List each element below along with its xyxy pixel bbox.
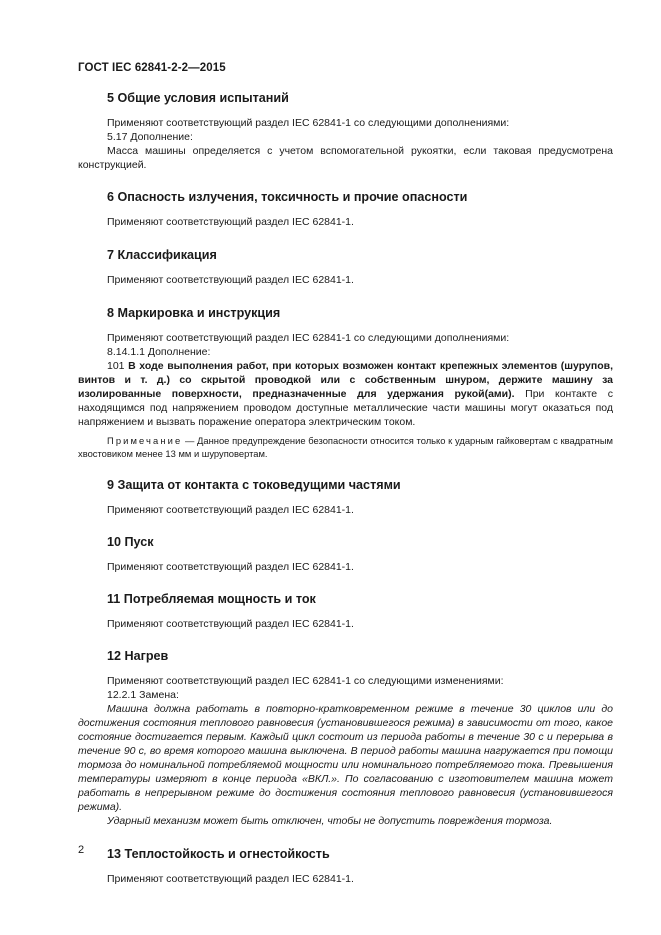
paragraph: Применяют соответствующий раздел IEC 62841-1. xyxy=(107,504,354,516)
section-title: 5 Общие условия испытаний xyxy=(107,91,289,105)
section-6 xyxy=(78,189,613,229)
note-label: Примечание xyxy=(107,435,183,446)
section-title: 10 Пуск xyxy=(107,535,154,549)
section-5 xyxy=(78,90,613,172)
paragraph: Масса машины определяется с учетом вспомогательной рукоятки, если таковая предусмотрена конструкцией. xyxy=(78,145,613,171)
paragraph: Применяют соответствующий раздел IEC 62841-1 со следующими дополнениями: xyxy=(107,117,510,129)
italic-paragraph: Машина должна работать в повторно-кратковременном режиме в течение 30 циклов или до достижения состояния теплового равновесия (установившегося режима) в зависимости от того, какое состояние достигается первым. Каждый цикл состоит из периода работы в течение 30 с и перерыва в течение 90 с, во время которого машина выключена. В период работы машина нагружается при помощи тормоза до номинальной потребляемой мощности или номинального потребляемого тока. Превышения температуры измеряют в конце периода «ВКЛ.». По согласованию с изготовителем машина может работать в непрерывном режиме до достижения состояния теплового равновесия (установившегося режима). xyxy=(78,703,613,813)
section-title: 13 Теплостойкость и огнестойкость xyxy=(107,847,330,861)
section-title: 8 Маркировка и инструкция xyxy=(107,306,281,320)
paragraph: Применяют соответствующий раздел IEC 62841-1. xyxy=(107,873,354,885)
section-10 xyxy=(78,534,613,574)
document-header: ГОСТ IEC 62841-2-2—2015 xyxy=(78,62,226,74)
section-11 xyxy=(78,591,613,631)
note xyxy=(78,434,613,460)
paragraph: Применяют соответствующий раздел IEC 62841-1. xyxy=(107,618,354,630)
paragraph: 12.2.1 Замена: xyxy=(107,689,179,701)
section-13 xyxy=(78,846,613,886)
warning-bold-text: В ходе выполнения работ, при которых возможен контакт крепежных элементов (шурупов, винтов и т. д.) со скрытой проводкой или с собственным шнуром, держите машину за изолированные поверхности, предназначенные для удержания рукой(ами). xyxy=(78,360,613,400)
warning-text: При контакте с находящимся под напряжением проводом доступные металлические части машины могут оказаться под напряжением и вызвать поражение оператора электрическим током. xyxy=(78,388,613,428)
warning-paragraph xyxy=(78,359,613,429)
italic-paragraph: Ударный механизм может быть отключен, чтобы не допустить повреждения тормоза. xyxy=(107,815,553,827)
note-text: — Данное предупреждение безопасности относится только к ударным гайковертам с квадратным хвостовиком менее 13 мм и шуруповертам. xyxy=(78,435,613,459)
section-12 xyxy=(78,648,613,828)
section-8 xyxy=(78,305,613,460)
paragraph: Применяют соответствующий раздел IEC 62841-1 со следующими дополнениями: xyxy=(107,332,510,344)
item-number: 101 xyxy=(107,360,129,372)
paragraph: 5.17 Дополнение: xyxy=(107,131,193,143)
section-title: 12 Нагрев xyxy=(107,649,169,663)
section-title: 9 Защита от контакта с токоведущими частями xyxy=(107,478,401,492)
section-9 xyxy=(78,477,613,517)
paragraph: Применяют соответствующий раздел IEC 62841-1. xyxy=(107,274,354,286)
page-number: 2 xyxy=(78,844,85,856)
section-title: 7 Классификация xyxy=(107,248,217,262)
paragraph: 8.14.1.1 Дополнение: xyxy=(107,346,211,358)
section-title: 11 Потребляемая мощность и ток xyxy=(107,592,316,606)
paragraph: Применяют соответствующий раздел IEC 62841-1. xyxy=(107,561,354,573)
paragraph: Применяют соответствующий раздел IEC 62841-1 со следующими изменениями: xyxy=(107,675,504,687)
page-content xyxy=(78,90,613,886)
section-7 xyxy=(78,247,613,287)
section-title: 6 Опасность излучения, токсичность и прочие опасности xyxy=(107,190,468,204)
paragraph: Применяют соответствующий раздел IEC 62841-1. xyxy=(107,216,354,228)
